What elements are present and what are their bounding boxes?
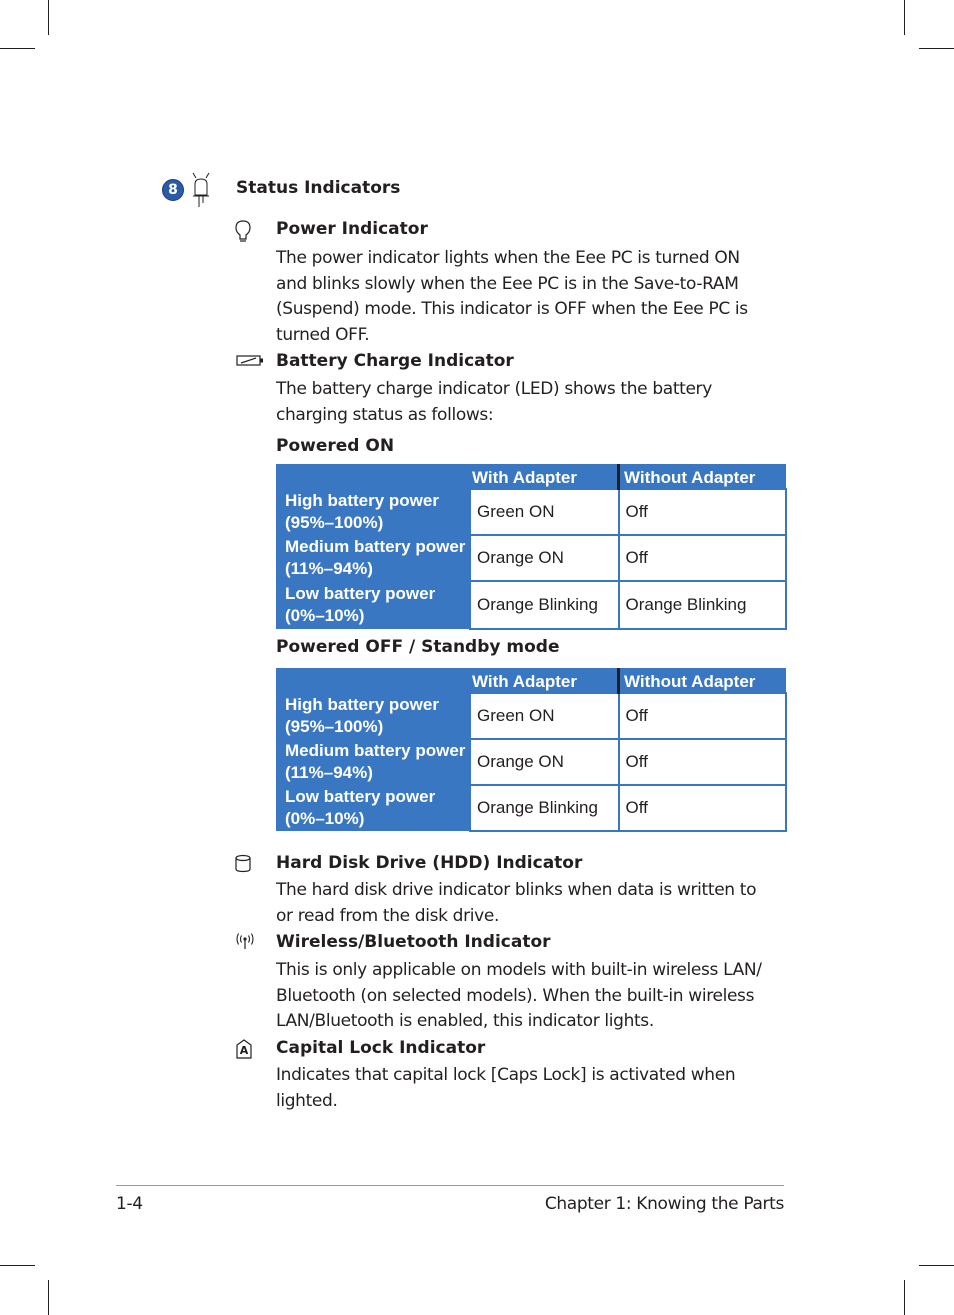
text-line: The power indicator lights when the Eee PC is turned ON [276, 248, 740, 268]
footer-chapter-title: Chapter 1: Knowing the Parts [544, 1194, 784, 1214]
table-header-row [276, 464, 786, 489]
table-header-row [276, 668, 786, 693]
wireless-antenna-icon [234, 932, 256, 952]
text-line: (Suspend) mode. This indicator is OFF when the Eee PC is [276, 299, 748, 319]
cell-with-adapter: Green ON [470, 693, 619, 739]
hdd-indicator-title: Hard Disk Drive (HDD) Indicator [276, 853, 583, 873]
table-row [276, 785, 786, 831]
row-label: Low battery power (0%–10%) [276, 581, 470, 629]
row-label: High battery power (95%–100%) [276, 489, 470, 535]
section-number-badge: 8 [162, 179, 184, 201]
crop-mark-bottom-right-h [919, 1265, 954, 1266]
crop-mark-top-right-h [919, 48, 954, 49]
hdd-indicator-desc [276, 878, 776, 929]
cell-with-adapter: Green ON [470, 489, 619, 535]
crop-mark-top-left-v [48, 0, 49, 35]
caps-lock-indicator-desc [276, 1063, 776, 1114]
text-line: This is only applicable on models with built-in wireless LAN/ [276, 960, 762, 980]
table-header-with-adapter: With Adapter [470, 668, 619, 693]
cell-without-adapter: Orange Blinking [619, 581, 787, 629]
crop-mark-top-right-v [904, 0, 905, 35]
cell-without-adapter: Off [619, 535, 787, 581]
table-header-without-adapter: Without Adapter [619, 464, 787, 489]
text-line: Indicates that capital lock [Caps Lock] is activated when [276, 1065, 736, 1085]
wireless-indicator-title: Wireless/Bluetooth Indicator [276, 932, 551, 952]
text-line: Bluetooth (on selected models). When the built-in wireless [276, 985, 755, 1006]
table-caption-powered-off: Powered OFF / Standby mode [276, 637, 560, 657]
table-header-blank [276, 668, 470, 693]
text-line: lighted. [276, 1090, 338, 1111]
text-line: and blinks slowly when the Eee PC is in the Save-to-RAM [276, 273, 739, 294]
text-line: The battery charge indicator (LED) shows the battery [276, 379, 712, 399]
wireless-indicator-desc [276, 958, 786, 1035]
row-label: Medium battery power (11%–94%) [276, 535, 470, 581]
table-header-with-adapter: With Adapter [470, 464, 619, 489]
table-row [276, 581, 786, 629]
crop-mark-top-left-h [0, 48, 35, 49]
power-indicator-title: Power Indicator [276, 219, 428, 239]
battery-indicator-desc [276, 377, 766, 428]
text-line: The hard disk drive indicator blinks when data is written to [276, 880, 757, 900]
lightbulb-icon [234, 219, 252, 243]
footer-rule [116, 1185, 784, 1186]
text-line: turned OFF. [276, 324, 370, 345]
table-header-blank [276, 464, 470, 489]
power-indicator-desc [276, 246, 766, 348]
table-row [276, 739, 786, 785]
text-line: LAN/Bluetooth is enabled, this indicator lights. [276, 1011, 654, 1031]
caps-lock-indicator-title: Capital Lock Indicator [276, 1038, 486, 1058]
table-header-without-adapter: Without Adapter [619, 668, 787, 693]
table-row [276, 535, 786, 581]
cell-without-adapter: Off [619, 693, 787, 739]
cell-with-adapter: Orange ON [470, 535, 619, 581]
table-row [276, 693, 786, 739]
cell-with-adapter: Orange Blinking [470, 785, 619, 831]
crop-mark-bottom-left-h [0, 1265, 35, 1266]
row-label: Medium battery power (11%–94%) [276, 739, 470, 785]
crop-mark-bottom-right-v [904, 1280, 905, 1315]
cell-with-adapter: Orange Blinking [470, 581, 619, 629]
text-line: charging status as follows: [276, 404, 494, 425]
hard-disk-icon [234, 854, 252, 874]
cell-with-adapter: Orange ON [470, 739, 619, 785]
caps-lock-icon [236, 1039, 252, 1059]
battery-table-powered-on [276, 464, 787, 630]
led-icon [190, 171, 212, 209]
battery-indicator-title: Battery Charge Indicator [276, 351, 514, 371]
cell-without-adapter: Off [619, 739, 787, 785]
table-caption-powered-on: Powered ON [276, 436, 395, 456]
battery-icon [236, 354, 264, 368]
cell-without-adapter: Off [619, 489, 787, 535]
battery-table-powered-off [276, 668, 787, 832]
table-row [276, 489, 786, 535]
footer-page-number: 1-4 [116, 1194, 143, 1214]
row-label: High battery power (95%–100%) [276, 693, 470, 739]
section-title: Status Indicators [236, 178, 401, 198]
crop-mark-bottom-left-v [48, 1280, 49, 1315]
cell-without-adapter: Off [619, 785, 787, 831]
caps-lock-icon-letter: A [239, 1044, 249, 1057]
text-line: or read from the disk drive. [276, 905, 499, 926]
row-label: Low battery power (0%–10%) [276, 785, 470, 831]
